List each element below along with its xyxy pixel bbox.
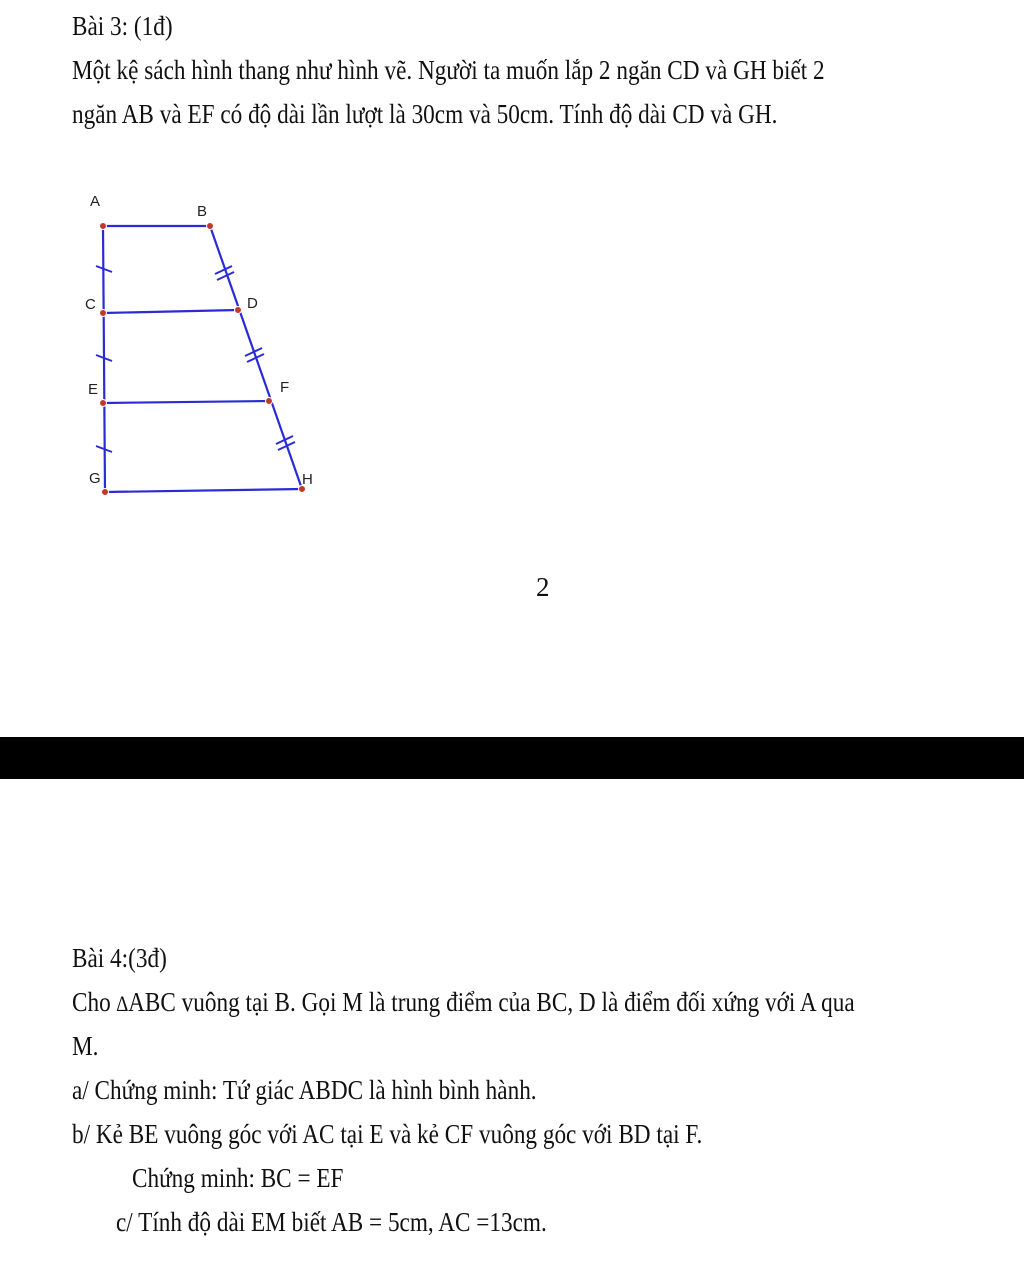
label-g: G (89, 470, 101, 487)
segment-cd (103, 310, 238, 313)
black-separator-band (0, 737, 1024, 779)
label-e: E (88, 381, 99, 398)
bookshelf-trapezoid-figure (0, 0, 1024, 560)
triangle-symbol: ∆ (116, 991, 129, 1016)
problem4-part-c: c/ Tính độ dài EM biết AB = 5cm, AC =13cm. (116, 1207, 547, 1237)
right-tick-marks (215, 266, 295, 450)
point-f (266, 398, 273, 405)
problem4-text-line2: M. (72, 1031, 99, 1061)
point-g (102, 489, 109, 496)
problem4-line1-rest: ABC vuông tại B. Gọi M là trung điểm của BC, D là điểm đối xứng với A qua (128, 987, 855, 1017)
segment-gh (105, 489, 302, 492)
segment-ef (103, 401, 269, 403)
label-b: B (197, 203, 208, 220)
problem4-part-b-prove: Chứng minh: BC = EF (132, 1163, 344, 1193)
point-b (207, 223, 214, 230)
label-d: D (247, 295, 258, 312)
point-c (100, 310, 107, 317)
problem4-part-a: a/ Chứng minh: Tứ giác ABDC là hình bình hành. (72, 1075, 537, 1105)
point-a (100, 223, 107, 230)
problem4-text-line1 (72, 982, 855, 1024)
problem3-text-line2: ngăn AB và EF có độ dài lần lượt là 30cm và 50cm. Tính độ dài CD và GH. (72, 99, 778, 129)
point-d (235, 307, 242, 314)
label-a: A (90, 193, 101, 210)
point-e (100, 400, 107, 407)
problem4-part-b: b/ Kẻ BE vuông góc với AC tại E và kẻ CF vuông góc với BD tại F. (72, 1119, 703, 1149)
problem4-title: Bài 4:(3đ) (72, 943, 167, 973)
label-c: C (85, 296, 96, 313)
label-h: H (302, 471, 313, 488)
problem3-text-line1: Một kệ sách hình thang như hình vẽ. Người ta muốn lắp 2 ngăn CD và GH biết 2 (72, 55, 825, 85)
label-f: F (280, 379, 290, 396)
page-number: 2 (536, 572, 550, 602)
problem4-cho: Cho (72, 987, 111, 1017)
problem3-title: Bài 3: (1đ) (72, 11, 173, 41)
